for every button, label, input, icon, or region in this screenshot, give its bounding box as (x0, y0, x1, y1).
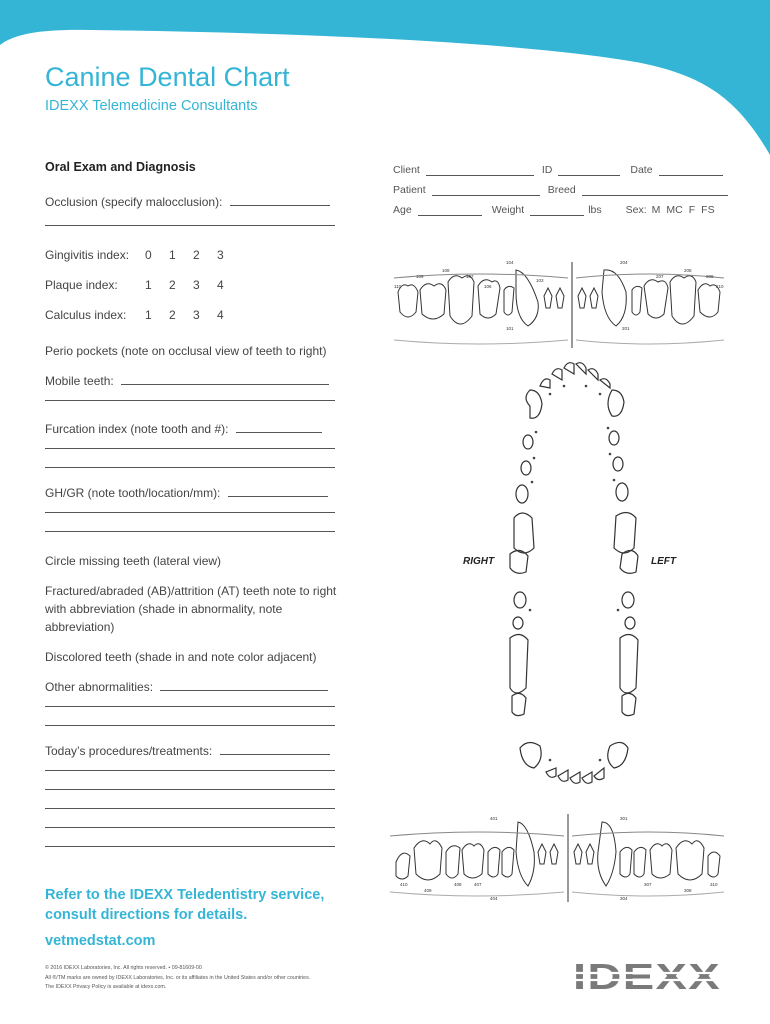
legal-line: The IDEXX Privacy Policy is available at idexx.com. (45, 984, 167, 990)
age-label: Age (393, 204, 412, 216)
client-row (393, 160, 733, 180)
tooth-number: 404 (490, 896, 498, 901)
patient-row (393, 180, 733, 200)
tooth-number: 310 (710, 882, 718, 887)
sex-option[interactable]: M (651, 204, 661, 216)
occlusion-field (45, 193, 337, 211)
tooth-number: 210 (716, 284, 724, 289)
procedures-input-line-2[interactable] (45, 770, 335, 771)
procedures-label: Today’s procedures/treatments: (45, 744, 213, 758)
age-row (393, 200, 733, 220)
gingivitis-option[interactable]: 0 (145, 248, 152, 262)
tooth-number: 308 (684, 888, 692, 893)
ghgr-field (45, 484, 337, 502)
furcation-field (45, 420, 337, 438)
tooth-number: 401 (490, 816, 498, 821)
procedures-input-line-6[interactable] (45, 846, 335, 847)
tooth-number: 109 (416, 274, 424, 279)
gingivitis-option[interactable]: 3 (217, 248, 224, 262)
tooth-number: 104 (506, 260, 514, 265)
calculus-option[interactable]: 1 (145, 308, 152, 322)
furcation-input-line-2[interactable] (45, 448, 335, 449)
plaque-option[interactable]: 4 (217, 278, 224, 292)
ghgr-input-line-3[interactable] (45, 531, 335, 532)
gingivitis-option[interactable]: 2 (193, 248, 200, 262)
age-input[interactable] (418, 205, 482, 216)
patient-label: Patient (393, 184, 426, 196)
tooth-number: 101 (506, 326, 514, 331)
calculus-label: Calculus index: (45, 308, 127, 322)
other-abnormalities-input-line-3[interactable] (45, 725, 335, 726)
tooth-number: 208 (684, 268, 692, 273)
tooth-number: 410 (400, 882, 408, 887)
occlusal-view-diagram (500, 358, 650, 798)
date-label: Date (630, 164, 653, 176)
svg-text:IDEXX: IDEXX (573, 960, 721, 994)
legal-line: © 2016 IDEXX Laboratories, Inc. All rights reserved. • 09-81609-00 (45, 965, 202, 971)
mobile-teeth-input-line[interactable] (121, 372, 329, 385)
client-input[interactable] (426, 165, 534, 176)
client-info-form (393, 160, 733, 220)
id-label: ID (541, 164, 553, 176)
gingivitis-label: Gingivitis index: (45, 248, 130, 262)
tooth-number: 201 (622, 326, 630, 331)
procedures-input-line-5[interactable] (45, 827, 335, 828)
calculus-option[interactable]: 4 (217, 308, 224, 322)
tooth-number: 209 (706, 274, 714, 279)
procedures-input-line-4[interactable] (45, 808, 335, 809)
legal-line: All ®/TM marks are owned by IDEXX Laboratories, Inc. or its affiliates in the United States and/or other countries. (45, 974, 311, 981)
procedures-field (45, 742, 337, 760)
procedures-input-line-3[interactable] (45, 789, 335, 790)
page-title: Canine Dental Chart (45, 62, 290, 92)
gingivitis-option[interactable]: 1 (169, 248, 176, 262)
page-subtitle: IDEXX Telemedicine Consultants (45, 98, 258, 114)
ghgr-label: GH/GR (note tooth/location/mm): (45, 486, 221, 500)
other-abnormalities-input-line-2[interactable] (45, 706, 335, 707)
tooth-number: 307 (644, 882, 652, 887)
left-side-label: LEFT (651, 556, 676, 567)
patient-input[interactable] (432, 185, 540, 196)
occlusion-input-line-2[interactable] (45, 225, 335, 226)
furcation-label: Furcation index (note tooth and #): (45, 422, 229, 436)
tooth-number: 110 (394, 284, 402, 289)
tooth-number: 106 (484, 284, 492, 289)
occlusion-input-line[interactable] (230, 193, 330, 206)
furcation-input-line-3[interactable] (45, 467, 335, 468)
weight-label: Weight (491, 204, 525, 216)
other-abnormalities-input-line[interactable] (160, 678, 328, 691)
calculus-option[interactable]: 2 (169, 308, 176, 322)
tooth-number: 103 (536, 278, 544, 283)
gingivitis-index-row (45, 240, 337, 270)
tooth-number: 301 (620, 816, 628, 821)
occlusion-label: Occlusion (specify malocclusion): (45, 195, 223, 209)
oral-exam-form (45, 160, 337, 847)
tooth-number: 409 (424, 888, 432, 893)
sex-label: Sex: (625, 204, 647, 216)
lower-teeth-lateral-diagram (378, 812, 728, 912)
plaque-label: Plaque index: (45, 278, 118, 292)
plaque-option[interactable]: 1 (145, 278, 152, 292)
missing-teeth-label: Circle missing teeth (lateral view) (45, 554, 222, 568)
tooth-number: 304 (620, 896, 628, 901)
upper-teeth-lateral-diagram (388, 252, 728, 352)
ghgr-input-line-2[interactable] (45, 512, 335, 513)
plaque-index-row (45, 270, 337, 300)
sex-option[interactable]: MC (666, 204, 683, 216)
ghgr-input-line[interactable] (228, 484, 328, 497)
id-input[interactable] (558, 165, 620, 176)
legal-text (45, 964, 365, 993)
furcation-input-line[interactable] (236, 420, 322, 433)
mobile-teeth-label: Mobile teeth: (45, 374, 114, 388)
breed-input[interactable] (582, 185, 728, 196)
tooth-number: 204 (620, 260, 628, 265)
tooth-number: 108 (442, 268, 450, 273)
tooth-number: 407 (474, 882, 482, 887)
sex-option[interactable]: F (688, 204, 696, 216)
website-link[interactable]: vetmedstat.com (45, 933, 156, 949)
right-side-label: RIGHT (463, 556, 495, 567)
mobile-teeth-input-line-2[interactable] (45, 400, 335, 401)
mobile-teeth-field (45, 372, 337, 390)
weight-unit: lbs (588, 204, 602, 216)
breed-label: Breed (547, 184, 576, 196)
calculus-index-row (45, 300, 337, 330)
procedures-input-line[interactable] (220, 742, 330, 755)
other-abnormalities-field (45, 678, 337, 696)
fractured-teeth-label: Fractured/abraded (AB)/attrition (AT) teeth note to right with abbreviation (shade in abnormality, note abbreviation) (45, 584, 337, 634)
calculus-option[interactable]: 3 (193, 308, 200, 322)
perio-pockets-label: Perio pockets (note on occlusal view of teeth to right) (45, 344, 327, 358)
exam-heading: Oral Exam and Diagnosis (45, 160, 196, 174)
client-label: Client (393, 164, 420, 176)
tooth-number: 408 (454, 882, 462, 887)
plaque-option[interactable]: 3 (193, 278, 200, 292)
idexx-logo (573, 960, 723, 994)
teledentistry-referral: Refer to the IDEXX Teledentistry service, consult directions for details. (45, 887, 325, 923)
weight-input[interactable] (530, 205, 584, 216)
discolored-teeth-label: Discolored teeth (shade in and note color adjacent) (45, 650, 317, 664)
sex-option[interactable]: FS (701, 204, 715, 216)
tooth-number: 207 (656, 274, 664, 279)
plaque-option[interactable]: 2 (169, 278, 176, 292)
other-abnormalities-label: Other abnormalities: (45, 680, 154, 694)
tooth-number: 107 (466, 274, 474, 279)
date-input[interactable] (659, 165, 723, 176)
